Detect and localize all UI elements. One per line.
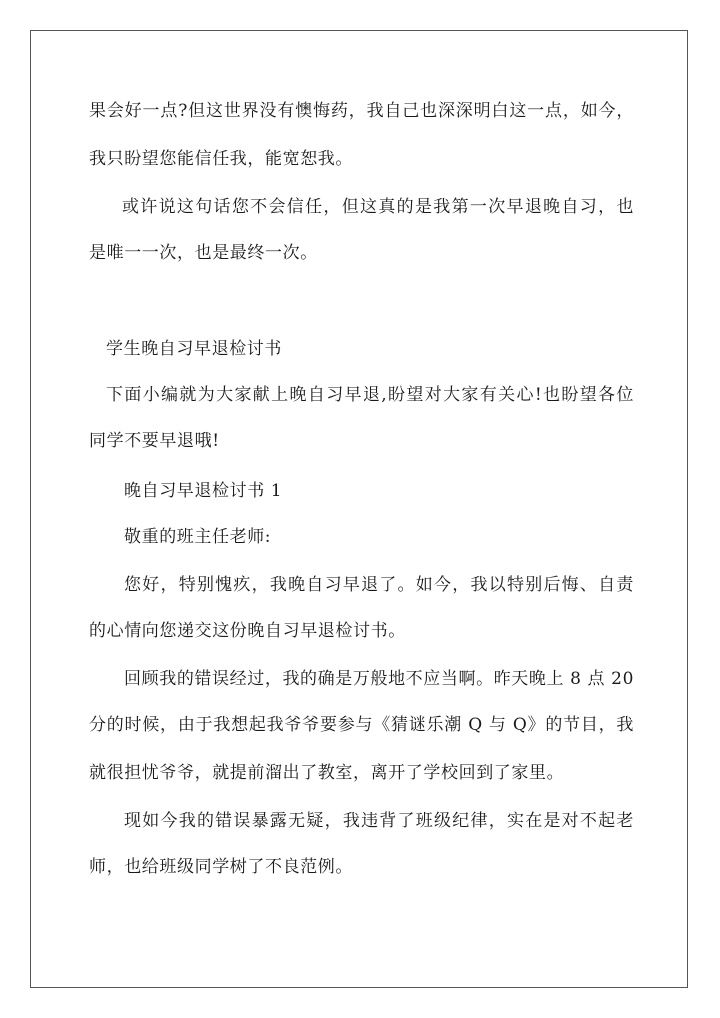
section-heading: 学生晚自习早退检讨书 (106, 339, 282, 359)
text-line: 同学不要早退哦! (89, 431, 220, 451)
text-line: 果会好一点?但这世界没有懊悔药，我自己也深深明白这一点，如今， (89, 101, 634, 121)
text-line: 回顾我的错误经过，我的确是万般地不应当啊。昨天晚上 8 点 20 (124, 669, 634, 689)
text-line: 您好，特别愧疚，我晚自习早退了。如今，我以特别后悔、自责 (124, 575, 634, 595)
document-title: 晚自习早退检讨书 1 (124, 481, 283, 501)
text-line: 就很担忧爷爷，就提前溜出了教室，离开了学校回到了家里。 (89, 763, 565, 783)
text-line: 现如今我的错误暴露无疑，我违背了班级纪律，实在是对不起老 (124, 811, 634, 831)
text-line: 师，也给班级同学树了不良范例。 (89, 857, 353, 877)
salutation: 敬重的班主任老师: (124, 527, 272, 547)
text-line: 我只盼望您能信任我，能宽恕我。 (89, 149, 353, 169)
text-line: 分的时候，由于我想起我爷爷要参与《猜谜乐潮 Q 与 Q》的节目，我 (89, 715, 634, 735)
text-line: 下面小编就为大家献上晚自习早退,盼望对大家有关心!也盼望各位 (106, 385, 634, 405)
text-line: 或许说这句话您不会信任，但这真的是我第一次早退晚自习，也 (122, 197, 634, 217)
text-line: 是唯一一次，也是最终一次。 (89, 243, 318, 263)
page-frame (30, 30, 688, 988)
text-line: 的心情向您递交这份晚自习早退检讨书。 (89, 621, 406, 641)
